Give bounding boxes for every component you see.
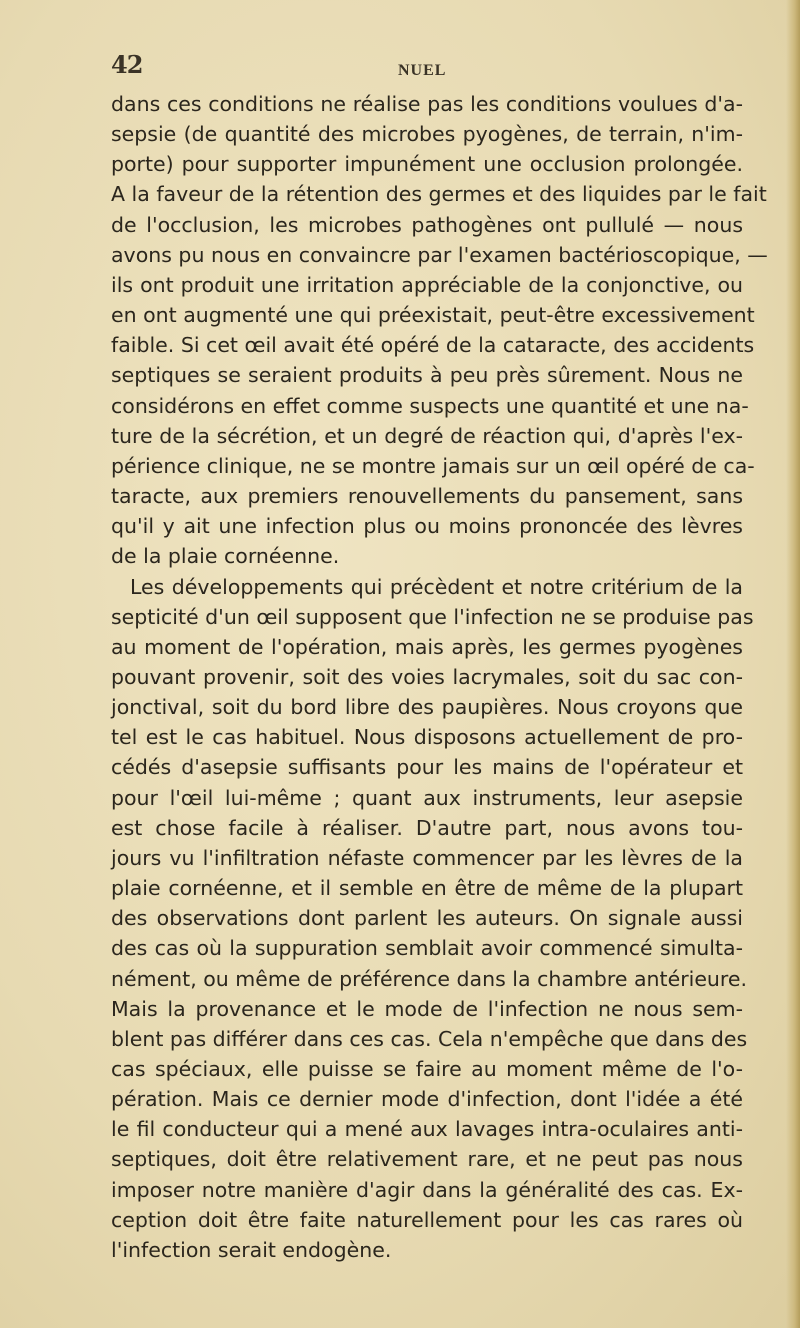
text-line: ture de la sécrétion, et un degré de réaction qui, d'après l'ex- xyxy=(111,423,743,448)
text-line: sepsie (de quantité des microbes pyogènes, de terrain, n'im- xyxy=(111,122,743,147)
text-line: dans ces conditions ne réalise pas les conditions voulues d'a- xyxy=(111,92,743,116)
text-line: pour l'œil lui-même ; quant aux instruments, leur asepsie xyxy=(111,785,743,810)
text-line: septiques, doit être relativement rare, et ne peut pas nous xyxy=(111,1147,743,1172)
text-line: porte) pour supporter impunément une occlusion prolongée. xyxy=(111,152,743,177)
body-text xyxy=(111,89,768,1265)
text-line: cédés d'asepsie suffisants pour les mains de l'opérateur et xyxy=(111,755,743,780)
text-line: pouvant provenir, soit des voies lacrymales, soit du sac con- xyxy=(111,664,743,689)
text-line: pération. Mais ce dernier mode d'infection, dont l'idée a été xyxy=(111,1087,743,1112)
text-line: jours vu l'infiltration néfaste commencer par les lèvres de la xyxy=(111,845,743,870)
text-line: Mais la provenance et le mode de l'infection ne nous sem- xyxy=(111,996,743,1021)
text-line: cas spéciaux, elle puisse se faire au moment même de l'o- xyxy=(111,1057,743,1081)
page-edge xyxy=(786,0,800,1328)
text-line: en ont augmenté une qui préexistait, peut-être excessivement xyxy=(111,303,755,328)
text-line: des cas où la suppuration semblait avoir commencé simulta- xyxy=(111,936,743,961)
text-line: l'infection serait endogène. xyxy=(111,1237,392,1262)
text-line: nément, ou même de préférence dans la chambre antérieure. xyxy=(111,966,748,991)
text-line: qu'il y ait une infection plus ou moins prononcée des lèvres xyxy=(111,514,743,539)
text-line: Les développements qui précèdent et notre critérium de la xyxy=(130,574,743,599)
text-line: tel est le cas habituel. Nous disposons actuellement de pro- xyxy=(111,725,743,750)
text-line: périence clinique, ne se montre jamais sur un œil opéré de ca- xyxy=(111,453,755,478)
text-line: de la plaie cornéenne. xyxy=(111,544,340,569)
page-number: 42 xyxy=(111,50,143,79)
text-line: septicité d'un œil supposent que l'infection ne se produise pas xyxy=(111,604,754,629)
text-line: plaie cornéenne, et il semble en être de même de la plupart xyxy=(111,876,743,901)
text-line: jonctival, soit du bord libre des paupières. Nous croyons que xyxy=(111,695,743,720)
text-line: faible. Si cet œil avait été opéré de la cataracte, des accidents xyxy=(111,333,755,358)
text-line: de l'occlusion, les microbes pathogènes ont pullulé — nous xyxy=(111,212,743,237)
text-line: des observations dont parlent les auteurs. On signale aussi xyxy=(111,906,743,931)
text-line: septiques se seraient produits à peu près sûrement. Nous ne xyxy=(111,363,743,388)
text-line: le fil conducteur qui a mené aux lavages intra-oculaires anti- xyxy=(111,1117,743,1142)
text-line: au moment de l'opération, mais après, les germes pyogènes xyxy=(111,634,743,659)
text-line: ils ont produit une irritation appréciable de la conjonctive, ou xyxy=(111,272,743,297)
text-line: ception doit être faite naturellement pour les cas rares où xyxy=(111,1207,743,1232)
text-line: avons pu nous en convaincre par l'examen bactérioscopique, — xyxy=(111,242,768,267)
text-line: est chose facile à réaliser. D'autre part, nous avons tou- xyxy=(111,815,743,840)
running-title: NUEL xyxy=(398,62,447,79)
text-line: considérons en effet comme suspects une quantité et une na- xyxy=(111,393,749,418)
text-line: blent pas différer dans ces cas. Cela n'empêche que dans des xyxy=(111,1026,748,1051)
text-line: imposer notre manière d'agir dans la généralité des cas. Ex- xyxy=(111,1177,743,1202)
text-line: A la faveur de la rétention des germes et des liquides par le fait xyxy=(111,182,767,207)
text-line: taracte, aux premiers renouvellements du pansement, sans xyxy=(111,484,743,509)
